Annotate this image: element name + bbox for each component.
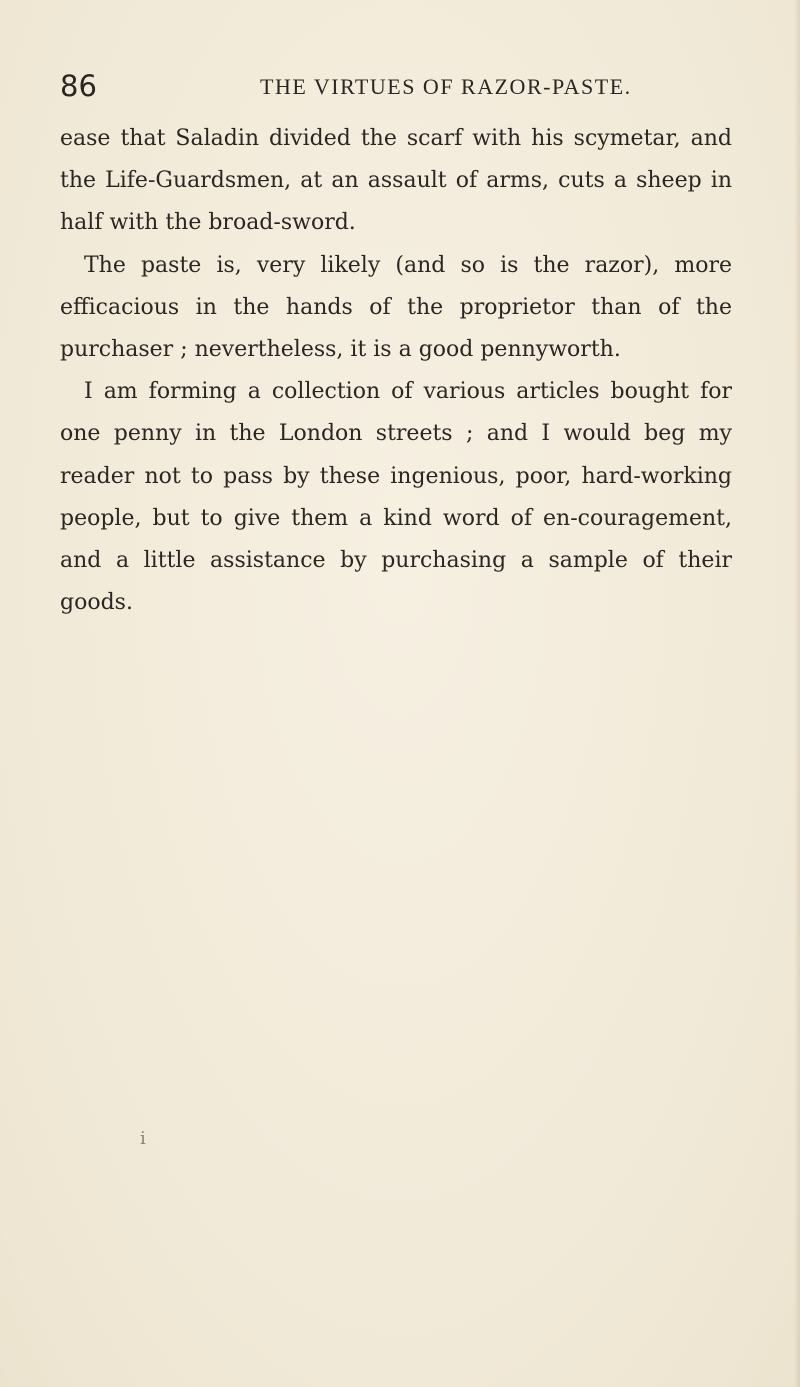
page-header (60, 66, 740, 106)
paragraph-1: ease that Saladin divided the scarf with his scymetar, and the Life-Guardsmen, at an assault of arms, cuts a sheep in half with the broad-sword. (60, 126, 732, 236)
running-head: THE VIRTUES OF RAZOR-PASTE. (260, 74, 632, 99)
paragraph-3: I am forming a collection of various articles bought for one penny in the London streets ; and I would beg my reader not to pass by these ingenious, poor, hard-working people, but to give them a kind word of en-couragement, and a little assistance by purchasing a sample of their goods. (60, 379, 732, 616)
page-edge-shadow (794, 0, 800, 1387)
stray-print-mark: i (140, 1128, 146, 1149)
body-text (60, 118, 732, 624)
page-number: 86 (60, 69, 97, 103)
paragraph-2: The paste is, very likely (and so is the razor), more efficacious in the hands of the proprietor than of the purchaser ; nevertheless, it is a good pennyworth. (60, 252, 732, 363)
